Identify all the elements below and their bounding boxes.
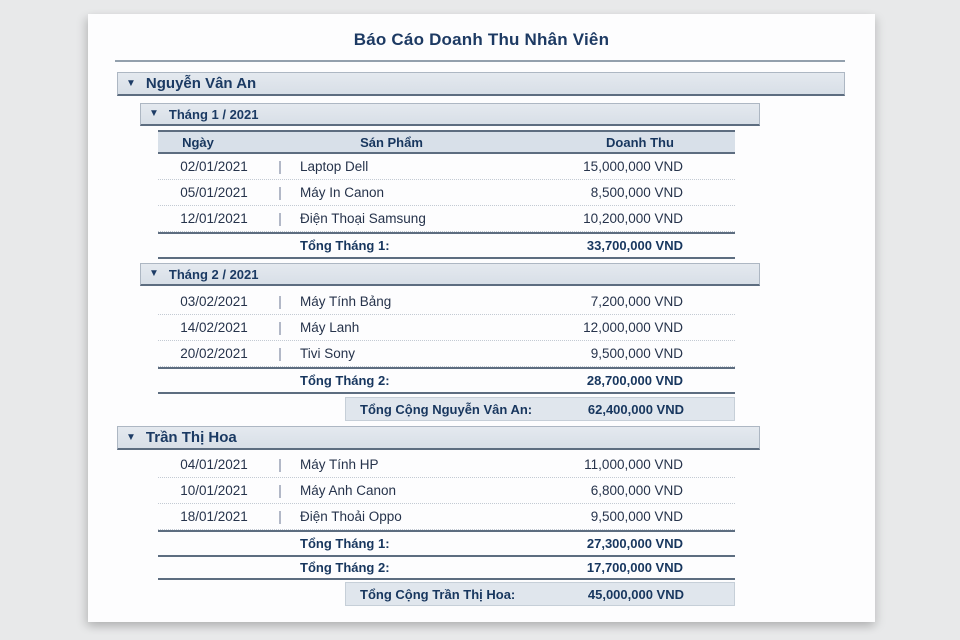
- grand-total-box: [345, 397, 735, 421]
- row-revenue: 11,000,000 VND: [584, 457, 683, 472]
- employee-name: Nguyễn Vân An: [145, 75, 257, 92]
- row-date: 10/01/2021: [180, 483, 248, 498]
- month-label: Tháng 2 / 2021: [168, 266, 259, 282]
- table-row: [158, 452, 735, 478]
- table-header-row: [158, 130, 735, 154]
- page-title: Báo Cáo Doanh Thu Nhân Viên: [353, 30, 610, 49]
- row-product: Laptop Dell: [300, 159, 369, 174]
- grand-total-label: Tổng Cộng Trần Thị Hoa:: [360, 586, 516, 602]
- row-revenue: 12,000,000 VND: [583, 320, 683, 335]
- month-header-bar[interactable]: [140, 103, 760, 126]
- table-row: [158, 478, 735, 504]
- title-divider: [115, 60, 845, 62]
- total-label: Tổng Tháng 1:: [300, 238, 390, 253]
- employee-header-bar[interactable]: [117, 72, 845, 96]
- employee-header-bar[interactable]: [117, 426, 760, 450]
- column-header-revenue: Doanh Thu: [606, 134, 674, 150]
- row-date: 18/01/2021: [180, 509, 248, 524]
- row-product: Máy Tính HP: [300, 457, 379, 472]
- row-date: 20/02/2021: [180, 346, 248, 361]
- row-revenue: 7,200,000 VND: [590, 294, 683, 309]
- revenue-table: [158, 130, 735, 259]
- table-row: [158, 180, 735, 206]
- report-card: [88, 14, 875, 622]
- revenue-table: [158, 289, 735, 394]
- total-label: Tổng Tháng 2:: [300, 373, 390, 388]
- row-product: Máy Anh Canon: [300, 483, 397, 498]
- row-revenue: 8,500,000 VND: [590, 185, 683, 200]
- total-value: 17,700,000 VND: [586, 560, 683, 575]
- month-header-bar[interactable]: [140, 263, 760, 286]
- row-date: 03/02/2021: [180, 294, 248, 309]
- month-section: [88, 103, 875, 259]
- grand-total-box: [345, 582, 735, 606]
- table-row: [158, 206, 735, 232]
- row-revenue: 15,000,000 VND: [583, 159, 683, 174]
- total-label: Tổng Tháng 2:: [300, 560, 390, 575]
- column-separator: |: [278, 294, 282, 309]
- column-header-product: Sán Phẩm: [360, 134, 423, 150]
- employee-name: Trần Thị Hoa: [145, 429, 237, 446]
- grand-total-label: Tổng Cộng Nguyễn Vân An:: [360, 401, 533, 417]
- row-product: Tivi Sony: [300, 346, 356, 361]
- total-value: 28,700,000 VND: [586, 373, 683, 388]
- column-separator: |: [278, 483, 282, 498]
- row-product: Máy In Canon: [300, 185, 385, 200]
- column-header-date: Ngày: [182, 134, 214, 150]
- month-label: Tháng 1 / 2021: [168, 106, 259, 122]
- row-product: Máy Tính Bảng: [300, 294, 392, 309]
- row-product: Máy Lanh: [300, 320, 360, 335]
- column-separator: |: [278, 457, 282, 472]
- column-separator: |: [278, 346, 282, 361]
- table-row: [158, 341, 735, 367]
- row-date: 04/01/2021: [180, 457, 248, 472]
- total-value: 27,300,000 VND: [586, 536, 683, 551]
- row-date: 12/01/2021: [180, 211, 248, 226]
- column-separator: |: [278, 320, 282, 335]
- collapse-triangle-icon: ▼: [126, 77, 136, 89]
- row-product: Điện Thoải Oppo: [300, 509, 402, 524]
- total-label: Tổng Tháng 1:: [300, 536, 390, 551]
- row-date: 02/01/2021: [180, 159, 248, 174]
- month-total-row: [158, 367, 735, 394]
- collapse-triangle-icon: ▼: [126, 431, 136, 443]
- row-revenue: 9,500,000 VND: [590, 509, 683, 524]
- row-revenue: 6,800,000 VND: [590, 483, 683, 498]
- month-total-row: [158, 232, 735, 259]
- column-separator: |: [278, 509, 282, 524]
- month-total-row: [158, 555, 735, 580]
- column-separator: |: [278, 185, 282, 200]
- table-row: [158, 504, 735, 530]
- month-total-row: [158, 530, 735, 555]
- employee-section: [88, 72, 875, 421]
- month-section: [88, 263, 875, 394]
- collapse-triangle-icon: ▼: [149, 268, 159, 279]
- table-row: [158, 154, 735, 180]
- table-row: [158, 315, 735, 341]
- collapse-triangle-icon: ▼: [149, 108, 159, 119]
- grand-total-value: 45,000,000 VND: [587, 586, 684, 602]
- row-date: 05/01/2021: [180, 185, 248, 200]
- row-date: 14/02/2021: [180, 320, 248, 335]
- total-value: 33,700,000 VND: [586, 238, 683, 253]
- column-separator: |: [278, 159, 282, 174]
- grand-total-value: 62,400,000 VND: [587, 401, 684, 417]
- table-row: [158, 289, 735, 315]
- row-revenue: 10,200,000 VND: [583, 211, 683, 226]
- row-product: Điện Thoại Samsung: [300, 211, 426, 226]
- column-separator: |: [278, 211, 282, 226]
- revenue-table: [158, 452, 735, 580]
- row-revenue: 9,500,000 VND: [590, 346, 683, 361]
- employee-section: [88, 426, 875, 606]
